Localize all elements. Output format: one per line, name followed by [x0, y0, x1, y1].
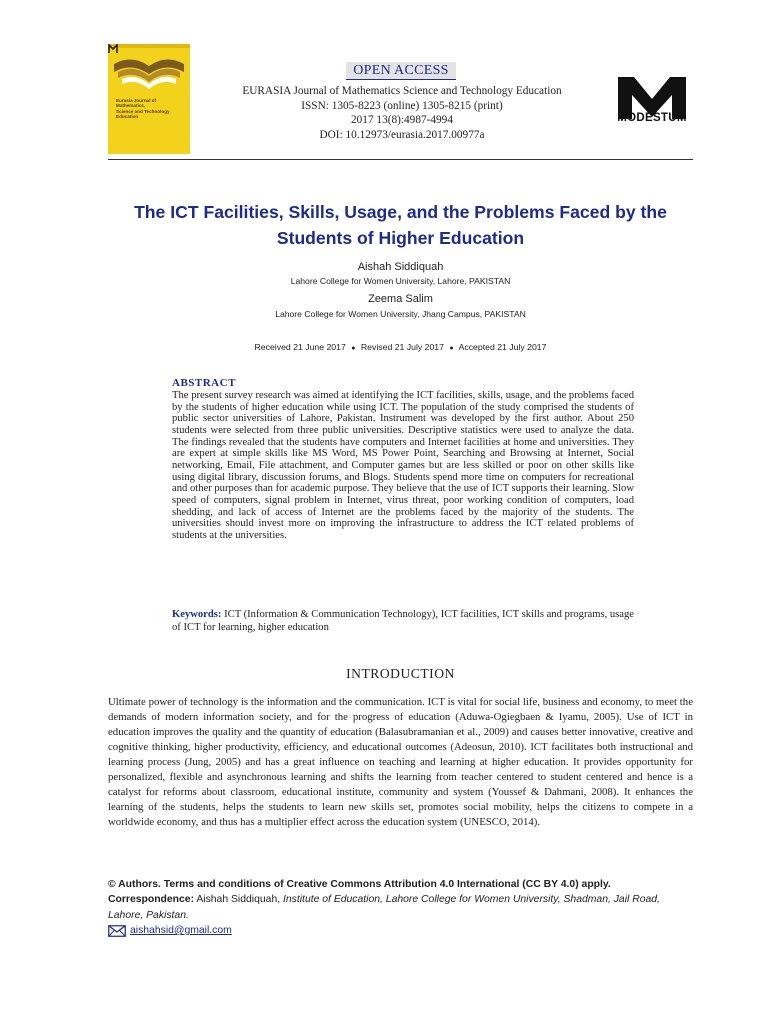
keywords — [172, 609, 634, 634]
keywords-text: ICT (Information & Communication Technology), ICT facilities, ICT skills and programs, usage of ICT for learning, higher education — [172, 609, 634, 633]
abstract-text: The present survey research was aimed at identifying the ICT facilities, skills, usage, and the problems faced by the students of higher education while using ICT. The population of the study comprised the students of public sector universities of Lahore, Pakistan. Instrument was developed by the first author. About 250 students were selected from three public universities. Descriptive statistics were used to analyze the data. The findings revealed that the students have computers and Internet facilities at home and universities. They are expert at simple skills like MS Word, MS Power Point, Searching and Browsing at Internet, Social networking, Email, File attachment, and Computer games but are less skilled or poor on other skills like using digital library, discussion forums, and Blogs. Students spend more time on computers for recreational and other purposes than for academic purpose. They believe that the use of ICT supports their learning. Slow speed of computers, signal problem in Internet, virus threat, poor working condition of computers, load shedding, and lack of access of Internet are the problems faced by the majority of the students. The universities should invest more on improving the infrastructure to address the ICT related problems of students at the universities. — [172, 390, 634, 541]
correspondence-name: Aishah Siddiquah, — [194, 894, 281, 906]
author-name: Zeema Salim — [368, 293, 433, 305]
envelope-icon — [108, 925, 126, 937]
copyright-notice: © Authors. Terms and conditions of Creative Commons Attribution 4.0 International (CC BY 4.0) apply. — [108, 879, 611, 890]
open-access-badge: OPEN ACCESS — [346, 62, 456, 80]
revised-date: Revised 21 July 2017 — [360, 342, 444, 352]
date-separator: ● — [449, 345, 454, 352]
introduction-text: Ultimate power of technology is the information and the communication. ICT is vital for social life, business and economy, to meet the demands of modern information society, and for the progress of education (Aduwa-Ogiegbaen & Iyamu, 2005). Use of ICT in education improves the quality and the quantity of education (Balasubramanian et al., 2009) and causes better innovative, creative and cognitive thinking, higher productivity, efficiency, and educational outcomes (Adeosun, 2010). ICT facilitates both instructional and learning process (Jung, 2005) and has a great influence on teaching and learning at higher education. It provides opportunity for personalized, flexible and asynchronous learning and shifts the learning from teacher centered to student centered and hence is a catalyst for reforms about classroom, educational institute, community and system (Youssef & Dahmani, 2008). It enhances the learning of the students, helps the students to learn new skills set, promotes social mobility, helps the citizens to compete in a worldwide economy, and thus has a multiplier effect across the education system (UNESCO, 2014). — [108, 696, 693, 828]
article-title: The ICT Facilities, Skills, Usage, and the Problems Faced by the Students of Higher Education — [134, 202, 667, 248]
email-link[interactable]: aishahsid@gmail.com — [130, 924, 232, 936]
cover-publisher-icon — [108, 44, 118, 54]
correspondence — [108, 892, 693, 923]
introduction-heading: INTRODUCTION — [346, 666, 455, 681]
author-affiliation: Lahore College for Women University, Lahore, PAKISTAN — [290, 276, 511, 286]
article-footer — [108, 877, 693, 938]
publisher-name: MODESTUM — [617, 112, 687, 124]
correspondence-address: Institute of Education, Lahore College for Women University, Shadman, Jail Road, Lahore, Pakistan. — [108, 894, 660, 921]
accepted-date: Accepted 21 July 2017 — [458, 342, 547, 352]
journal-volume: 2017 13(8):4987-4994 — [351, 114, 453, 127]
journal-name: EURASIA Journal of Mathematics Science and Technology Education — [242, 85, 562, 97]
author-name: Aishah Siddiquah — [357, 261, 444, 273]
email-row — [108, 923, 693, 938]
cover-title: Eurasia Journal of Mathematics, Science and Technology Education — [116, 98, 170, 120]
journal-issn: ISSN: 1305-8223 (online) 1305-8215 (print) — [301, 99, 503, 112]
article-dates — [108, 342, 693, 352]
date-separator: ● — [351, 345, 356, 352]
keywords-label: Keywords: — [172, 609, 222, 620]
journal-cover-image — [108, 44, 190, 154]
received-date: Received 21 June 2017 — [254, 342, 346, 352]
abstract-heading: ABSTRACT — [172, 377, 236, 389]
article-doi: DOI: 10.12973/eurasia.2017.00977a — [319, 128, 485, 141]
author-affiliation: Lahore College for Women University, Jhang Campus, PAKISTAN — [275, 309, 526, 319]
header-divider — [108, 159, 693, 160]
correspondence-label: Correspondence: — [108, 894, 195, 906]
journal-info — [206, 84, 598, 142]
